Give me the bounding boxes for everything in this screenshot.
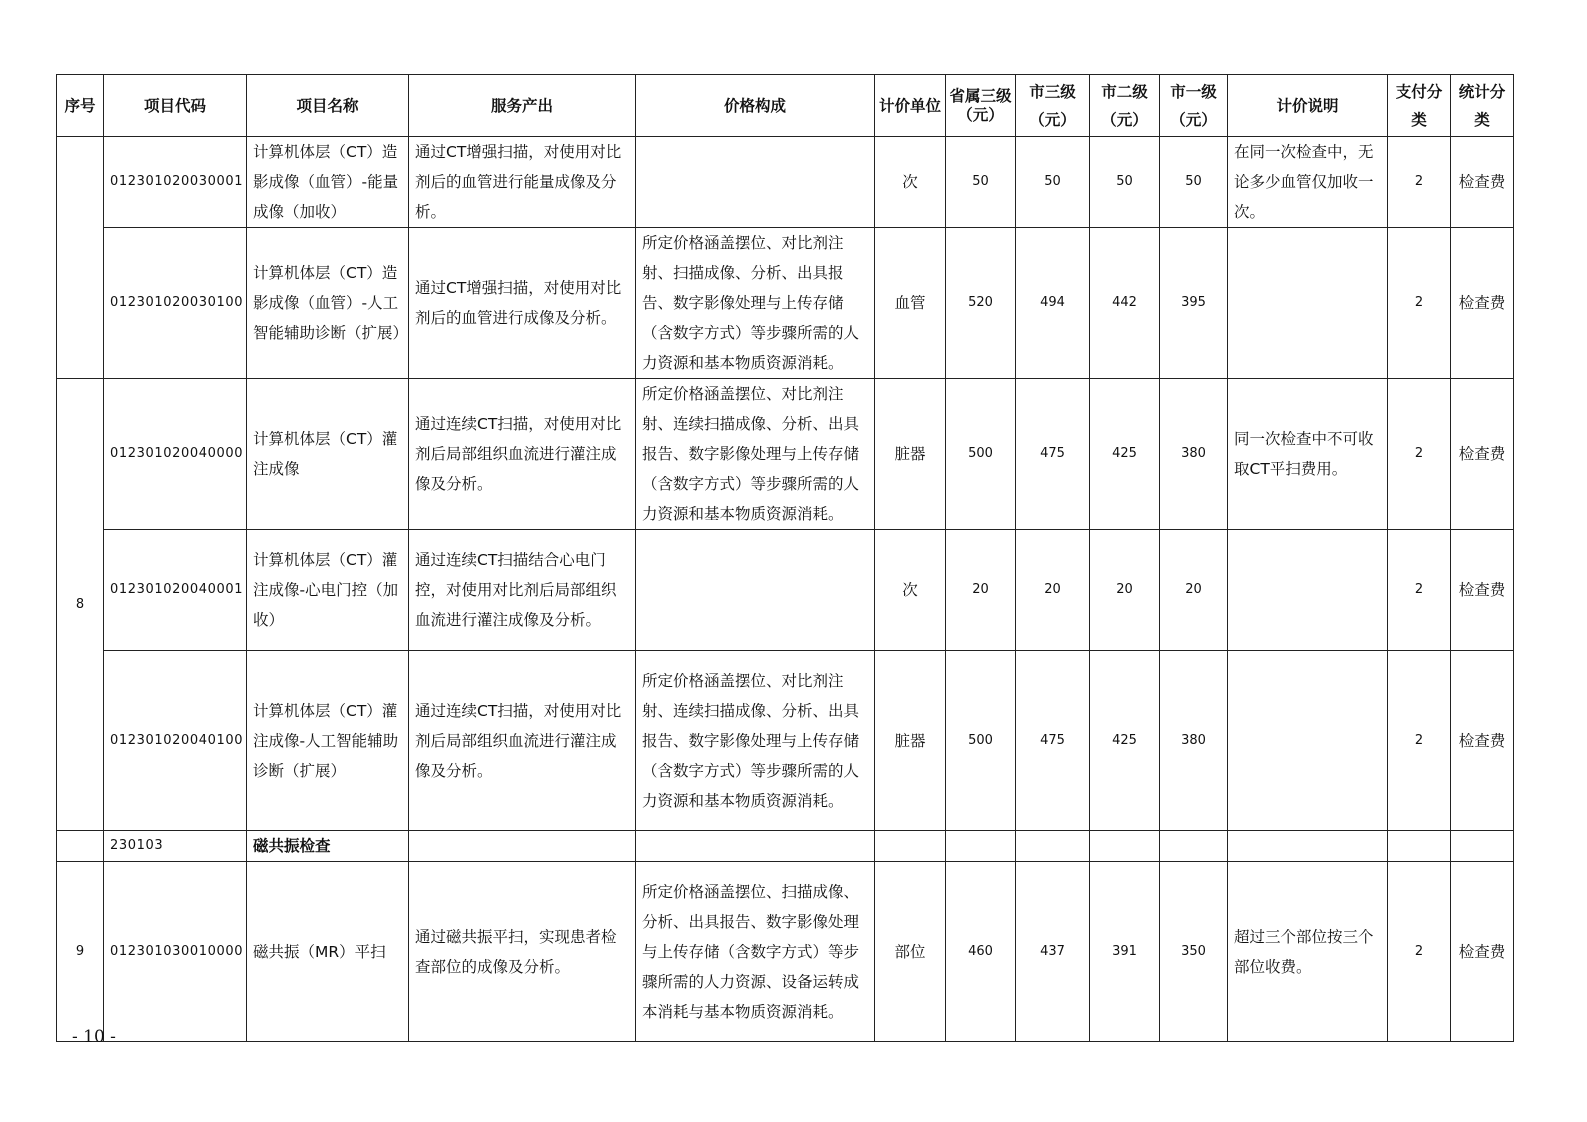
- header-pay: 支付分类: [1388, 75, 1451, 137]
- city2-price-cell: 425: [1090, 651, 1160, 831]
- city2-price-cell: 442: [1090, 228, 1160, 379]
- stat-cell: 检查费: [1451, 137, 1514, 228]
- price-table: [56, 74, 1514, 1042]
- unit-cell: 部位: [875, 862, 946, 1042]
- code-cell: 012301030010000: [104, 862, 247, 1042]
- price-cell: [636, 530, 875, 651]
- service-cell: 通过CT增强扫描，对使用对比剂后的血管进行成像及分析。: [409, 228, 636, 379]
- unit-cell: 次: [875, 137, 946, 228]
- price-cell: 所定价格涵盖摆位、对比剂注射、扫描成像、分析、出具报告、数字影像处理与上传存储（含数字方式）等步骤所需的人力资源和基本物质资源消耗。: [636, 228, 875, 379]
- prov-price-cell: 20: [946, 530, 1016, 651]
- header-city3: 市三级（元）: [1016, 75, 1090, 137]
- name-cell: 计算机体层（CT）灌注成像: [247, 379, 409, 530]
- table-row: [57, 862, 1514, 1042]
- table-row: [57, 228, 1514, 379]
- city1-price-cell: 50: [1160, 137, 1228, 228]
- prov-price-cell: 460: [946, 862, 1016, 1042]
- stat-cell: 检查费: [1451, 379, 1514, 530]
- seq-cell: 8: [57, 379, 104, 831]
- pay-cell: 2: [1388, 379, 1451, 530]
- stat-cell: 检查费: [1451, 651, 1514, 831]
- price-cell: 所定价格涵盖摆位、对比剂注射、连续扫描成像、分析、出具报告、数字影像处理与上传存储（含数字方式）等步骤所需的人力资源和基本物质资源消耗。: [636, 651, 875, 831]
- stat-cell: 检查费: [1451, 228, 1514, 379]
- prov-price-cell: 500: [946, 379, 1016, 530]
- service-cell: 通过连续CT扫描，对使用对比剂后局部组织血流进行灌注成像及分析。: [409, 651, 636, 831]
- pay-cell: 2: [1388, 530, 1451, 651]
- service-cell: 通过CT增强扫描，对使用对比剂后的血管进行能量成像及分析。: [409, 137, 636, 228]
- table-row: [57, 379, 1514, 530]
- city1-price-cell: 395: [1160, 228, 1228, 379]
- price-cell: 所定价格涵盖摆位、对比剂注射、连续扫描成像、分析、出具报告、数字影像处理与上传存储（含数字方式）等步骤所需的人力资源和基本物质资源消耗。: [636, 379, 875, 530]
- empty-cell: [1228, 831, 1388, 862]
- service-cell: 通过连续CT扫描，对使用对比剂后局部组织血流进行灌注成像及分析。: [409, 379, 636, 530]
- city1-price-cell: 380: [1160, 379, 1228, 530]
- header-unit: 计价单位: [875, 75, 946, 137]
- empty-cell: [1388, 831, 1451, 862]
- city1-price-cell: 20: [1160, 530, 1228, 651]
- header-note: 计价说明: [1228, 75, 1388, 137]
- prov-price-cell: 500: [946, 651, 1016, 831]
- empty-cell: [1090, 831, 1160, 862]
- note-cell: 同一次检查中不可收取CT平扫费用。: [1228, 379, 1388, 530]
- name-cell: 计算机体层（CT）造影成像（血管）-人工智能辅助诊断（扩展）: [247, 228, 409, 379]
- city2-price-cell: 391: [1090, 862, 1160, 1042]
- city2-price-cell: 50: [1090, 137, 1160, 228]
- pay-cell: 2: [1388, 651, 1451, 831]
- seq-cell: 9: [57, 862, 104, 1042]
- header-stat: 统计分类: [1451, 75, 1514, 137]
- header-name: 项目名称: [247, 75, 409, 137]
- city3-price-cell: 494: [1016, 228, 1090, 379]
- city3-price-cell: 475: [1016, 651, 1090, 831]
- empty-cell: [1451, 831, 1514, 862]
- empty-cell: [409, 831, 636, 862]
- unit-cell: 次: [875, 530, 946, 651]
- code-cell: 012301020030001: [104, 137, 247, 228]
- code-cell: 012301020030100: [104, 228, 247, 379]
- note-cell: 超过三个部位按三个部位收费。: [1228, 862, 1388, 1042]
- stat-cell: 检查费: [1451, 862, 1514, 1042]
- unit-cell: 脏器: [875, 379, 946, 530]
- code-cell: 012301020040000: [104, 379, 247, 530]
- stat-cell: 检查费: [1451, 530, 1514, 651]
- page-number: - 10 -: [72, 1027, 116, 1047]
- table-row: [57, 530, 1514, 651]
- price-cell: 所定价格涵盖摆位、扫描成像、分析、出具报告、数字影像处理与上传存储（含数字方式）等步骤所需的人力资源、设备运转成本消耗与基本物质资源消耗。: [636, 862, 875, 1042]
- empty-cell: [1160, 831, 1228, 862]
- note-cell: [1228, 228, 1388, 379]
- header-city1: 市一级（元）: [1160, 75, 1228, 137]
- seq-cell: [57, 831, 104, 862]
- section-row: [57, 831, 1514, 862]
- table-row: [57, 137, 1514, 228]
- pay-cell: 2: [1388, 137, 1451, 228]
- empty-cell: [1016, 831, 1090, 862]
- note-cell: 在同一次检查中，无论多少血管仅加收一次。: [1228, 137, 1388, 228]
- name-cell: 计算机体层（CT）灌注成像-人工智能辅助诊断（扩展）: [247, 651, 409, 831]
- code-cell: 230103: [104, 831, 247, 862]
- note-cell: [1228, 651, 1388, 831]
- prov-price-cell: 520: [946, 228, 1016, 379]
- header-city2: 市二级（元）: [1090, 75, 1160, 137]
- service-cell: 通过连续CT扫描结合心电门控，对使用对比剂后局部组织血流进行灌注成像及分析。: [409, 530, 636, 651]
- city1-price-cell: 350: [1160, 862, 1228, 1042]
- price-cell: [636, 137, 875, 228]
- city2-price-cell: 20: [1090, 530, 1160, 651]
- city3-price-cell: 475: [1016, 379, 1090, 530]
- city3-price-cell: 20: [1016, 530, 1090, 651]
- code-cell: 012301020040001: [104, 530, 247, 651]
- empty-cell: [946, 831, 1016, 862]
- city2-price-cell: 425: [1090, 379, 1160, 530]
- name-cell: 计算机体层（CT）造影成像（血管）-能量成像（加收）: [247, 137, 409, 228]
- note-cell: [1228, 530, 1388, 651]
- header-code: 项目代码: [104, 75, 247, 137]
- city3-price-cell: 437: [1016, 862, 1090, 1042]
- section-title: 磁共振检查: [247, 831, 409, 862]
- header-seq: 序号: [57, 75, 104, 137]
- service-cell: 通过磁共振平扫，实现患者检查部位的成像及分析。: [409, 862, 636, 1042]
- prov-price-cell: 50: [946, 137, 1016, 228]
- header-service: 服务产出: [409, 75, 636, 137]
- empty-cell: [636, 831, 875, 862]
- pay-cell: 2: [1388, 862, 1451, 1042]
- city3-price-cell: 50: [1016, 137, 1090, 228]
- code-cell: 012301020040100: [104, 651, 247, 831]
- table-row: [57, 651, 1514, 831]
- unit-cell: 血管: [875, 228, 946, 379]
- header-row: [57, 75, 1514, 137]
- pay-cell: 2: [1388, 228, 1451, 379]
- header-prov: 省属三级（元）: [946, 75, 1016, 137]
- city1-price-cell: 380: [1160, 651, 1228, 831]
- name-cell: 计算机体层（CT）灌注成像-心电门控（加收）: [247, 530, 409, 651]
- unit-cell: 脏器: [875, 651, 946, 831]
- name-cell: 磁共振（MR）平扫: [247, 862, 409, 1042]
- header-price: 价格构成: [636, 75, 875, 137]
- seq-cell: [57, 137, 104, 379]
- empty-cell: [875, 831, 946, 862]
